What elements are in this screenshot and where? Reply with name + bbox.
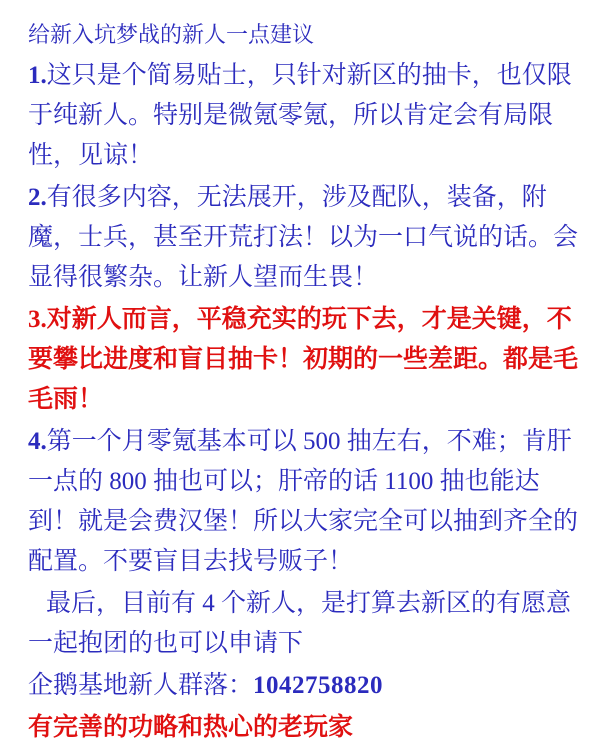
document-title: 给新入坑梦战的新人一点建议 [28, 22, 315, 47]
paragraph-1-text: 这只是个简易贴士，只针对新区的抽卡，也仅限于纯新人。特别是微氪零氪，所以肯定会有局限性，见谅！ [28, 62, 572, 169]
paragraph-3-marker: 3. [28, 306, 47, 333]
closing-line: 有完善的功略和热心的老玩家 [28, 714, 354, 741]
paragraph-4 [28, 422, 583, 582]
group-line [28, 666, 583, 706]
paragraph-3 [28, 300, 583, 420]
paragraph-4-text: 第一个月零氪基本可以 500 抽左右，不难；肯肝一点的 800 抽也可以；肝帝的话 1100 抽也能达到！就是会费汉堡！所以大家完全可以抽到齐全的配置。不要盲目去找号贩子！ [28, 428, 579, 575]
paragraph-4-marker: 4. [28, 428, 47, 455]
paragraph-5-text: 最后，目前有 4 个新人，是打算去新区的有愿意一起抱团的也可以申请下 [28, 590, 572, 657]
paragraph-2-text: 有很多内容，无法展开，涉及配队，装备，附魔，士兵，甚至开荒打法！以为一口气说的话。会显得很繁杂。让新人望而生畏！ [28, 184, 579, 291]
group-label: 企鹅基地新人群落： [28, 672, 254, 699]
document-body [28, 18, 583, 748]
group-number: 1042758820 [253, 672, 384, 699]
paragraph-3-text: 对新人而言，平稳充实的玩下去，才是关键，不要攀比进度和盲目抽卡！初期的一些差距。都是毛毛雨！ [28, 306, 579, 413]
paragraph-1-marker: 1. [28, 62, 47, 89]
paragraph-2 [28, 178, 583, 298]
paragraph-2-marker: 2. [28, 184, 47, 211]
paragraph-1 [28, 56, 583, 176]
paragraph-5 [28, 584, 583, 664]
